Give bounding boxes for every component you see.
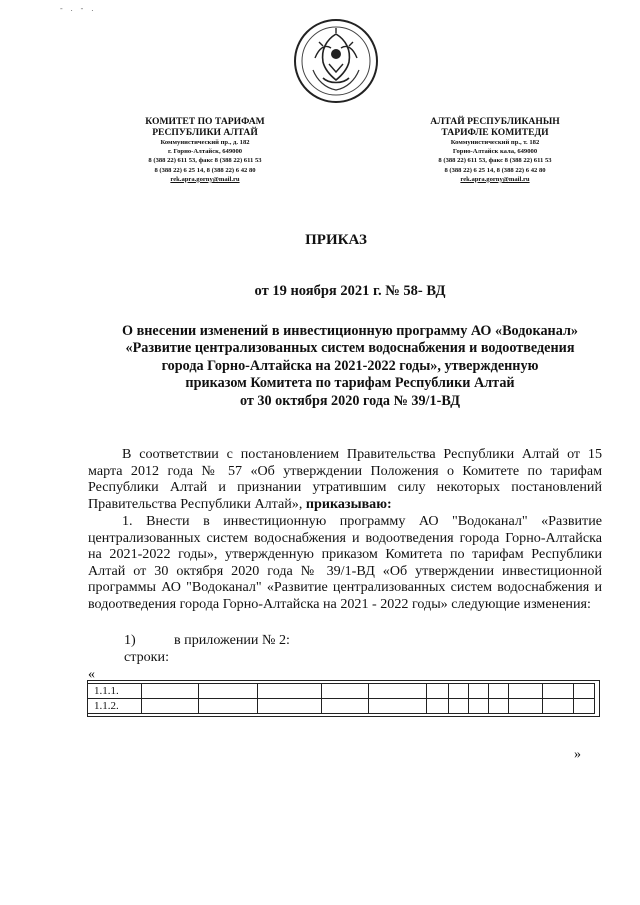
table-row — [88, 684, 595, 699]
table-cell — [427, 684, 449, 699]
table-cell — [489, 699, 509, 714]
sub-item-text: в приложении № 2: — [174, 632, 290, 648]
corner-mark: - . - . — [60, 4, 97, 13]
subject-line: «Развитие централизованных систем водоснабжения и водоотведения — [125, 340, 575, 357]
table-cell — [427, 699, 449, 714]
changes-table — [87, 683, 595, 714]
table-cell — [369, 699, 427, 714]
preamble-text: В соответствии с постановлением Правительства Республики Алтай от 15 марта 2012 года № 57 «Об утверждении Положения о Комитете по тарифам Республики Алтай и признании утратившим силу некоторых постановлений Правительства Республики Алтай», — [88, 446, 602, 512]
table-cell — [142, 684, 199, 699]
email-link-ru[interactable]: rek.apra.gorny@mail.ru — [170, 175, 240, 183]
email-link-alt[interactable]: rek.apra.gorny@mail.ru — [460, 175, 530, 183]
rows-label: строки: — [124, 649, 169, 665]
address-alt: Коммунистический пр., т. 182 — [450, 139, 540, 146]
paragraph-item-1: 1. Внести в инвестиционную программу АО "Водоканал" «Развитие централизованных систем водоснабжения и водоотведения города Горно-Алтайска на 2021-2022 годы», утвержденную приказом Комитета по тарифам Республики Алтай от 30 октября 2020 года № 39/1-ВД «Об утверждении инвестиционной программы АО "Водоканал" «Развитие централизованных систем водоснабжения и водоотведения города Горно-Алтайска на 2021 - 2022 годы» следующие изменения: — [88, 513, 602, 612]
table-row — [88, 699, 595, 714]
table-cell — [322, 699, 369, 714]
document-title: ПРИКАЗ — [305, 232, 367, 248]
subject-line: от 30 октября 2020 года № 39/1-ВД — [239, 392, 461, 409]
quote-open: « — [88, 667, 95, 682]
row-code: 1.1.2. — [88, 699, 142, 714]
table-cell — [509, 699, 543, 714]
paragraph-preamble — [88, 446, 602, 512]
table-cell — [449, 699, 469, 714]
org-name-alt-line2: ТАРИФЛЕ КОМИТЕДИ — [441, 127, 549, 138]
table-cell — [543, 684, 574, 699]
phones-ru-2: 8 (388 22) 6 25 14, 8 (388 22) 6 42 80 — [154, 166, 256, 174]
phones-ru-1: 8 (388 22) 611 53, факс 8 (388 22) 611 53 — [148, 157, 262, 165]
table-cell — [449, 684, 469, 699]
table-cell — [199, 699, 258, 714]
table-cell — [469, 684, 489, 699]
phones-alt-1: 8 (388 22) 611 53, факс 8 (388 22) 611 53 — [438, 157, 552, 165]
org-name-ru-line1: КОМИТЕТ ПО ТАРИФАМ — [145, 116, 265, 127]
order-keyword: приказываю: — [305, 495, 392, 512]
table-cell — [369, 684, 427, 699]
table-cell — [574, 684, 595, 699]
emblem-icon — [293, 18, 379, 104]
header-right — [400, 116, 590, 184]
table-cell — [199, 684, 258, 699]
table-cell — [574, 699, 595, 714]
document-date: от 19 ноября 2021 г. № 58- ВД — [254, 283, 446, 299]
org-name-alt-line1: АЛТАЙ РЕСПУБЛИКАНЫН — [430, 116, 560, 127]
row-code: 1.1.1. — [88, 684, 142, 699]
address-ru: Коммунистический пр., д. 182 — [160, 139, 250, 146]
table-cell — [322, 684, 369, 699]
phones-alt-2: 8 (388 22) 6 25 14, 8 (388 22) 6 42 80 — [444, 166, 546, 174]
table-cell — [543, 699, 574, 714]
quote-close: » — [574, 747, 581, 762]
table-cell — [509, 684, 543, 699]
table-cell — [489, 684, 509, 699]
subject-line: города Горно-Алтайска на 2021-2022 годы», утвержденную — [161, 357, 539, 374]
table-cell — [142, 699, 199, 714]
org-name-ru-line2: РЕСПУБЛИКИ АЛТАЙ — [152, 127, 258, 138]
table-cell — [469, 699, 489, 714]
sub-item-1 — [124, 632, 290, 649]
sub-item-number: 1) — [124, 632, 136, 648]
city-ru: г. Горно-Алтайск, 649000 — [167, 148, 243, 156]
city-alt: Горно-Алтайск кала, 649000 — [452, 148, 538, 156]
header-left — [110, 116, 300, 184]
table-cell — [258, 699, 322, 714]
table-cell — [258, 684, 322, 699]
subject-line: приказом Комитета по тарифам Республики Алтай — [185, 375, 515, 392]
subject-line: О внесении изменений в инвестиционную программу АО «Водоканал» — [122, 323, 578, 339]
document-subject — [100, 323, 600, 410]
